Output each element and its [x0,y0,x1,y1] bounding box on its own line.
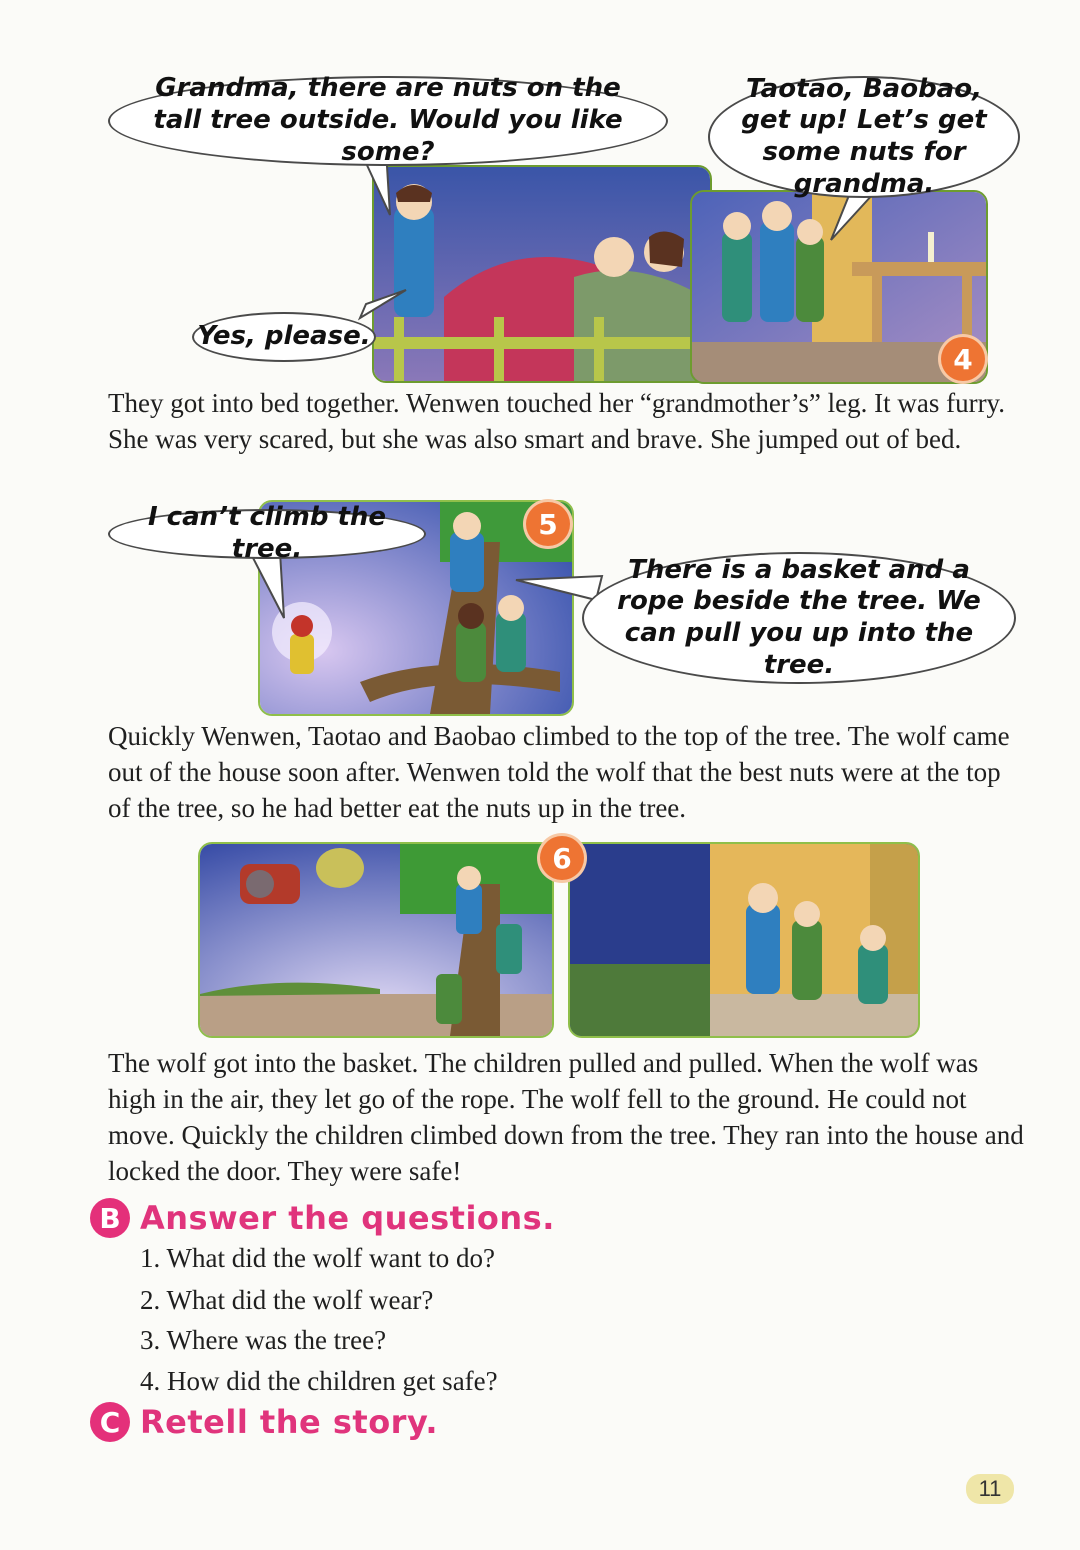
speech-bubble-yes-please [192,312,376,362]
bedroom-scene-illustration [374,167,710,381]
speech-bubble-nuts-offer [108,73,668,167]
story-paragraph: Quickly Wenwen, Taotao and Baobao climbed to the top of the tree. The wolf came out of the house soon after. Wenwen told the wolf that the best nuts were at the top of the tree, so he had better eat the nuts up in the tree. [108,721,1010,823]
speech-text: I can’t climb the tree. [147,502,387,564]
speech-bubble-cant-climb [108,502,426,564]
section-c-title: Retell the story. [140,1403,439,1441]
illustration-panel-4a [372,165,712,383]
question-item: 1. What did the wolf want to do? [140,1243,495,1273]
speech-text: Yes, please. [197,321,371,352]
speech-text: Grandma, there are nuts on the tall tree outside. Would you like some? [153,73,623,167]
question-item: 3. Where was the tree? [140,1325,387,1355]
speech-bubble-basket-rope [582,552,1016,684]
section-c-letter: C [90,1402,130,1442]
question-item: 2. What did the wolf wear? [140,1285,434,1315]
panel-number-badge-6: 6 [540,836,584,880]
speech-bubble-wake-up [708,73,1020,199]
wolf-falling-illustration [200,844,552,1036]
story-paragraph: The wolf got into the basket. The children pulled and pulled. When the wolf was high in the air, they let go of the rope. The wolf fell to the ground. He could not move. Quickly the children climbed down from the tree. They ran into the house and locked the door. They were safe! [108,1048,1024,1186]
speech-text: Taotao, Baobao, get up! Let’s get some nuts for grandma. [741,73,987,199]
illustration-panel-6b [568,842,920,1038]
question-item: 4. How did the children get safe? [140,1366,498,1396]
panel-number-badge-4: 4 [941,337,985,381]
page-number: 11 [966,1474,1014,1504]
section-b-heading [90,1198,555,1238]
speech-text: There is a basket and a rope beside the tree. We can pull you up into the tree. [617,554,981,680]
story-paragraph: They got into bed together. Wenwen touched her “grandmother’s” leg. It was furry. She was very scared, but she was also smart and brave. She jumped out of bed. [108,388,1006,454]
children-safe-illustration [570,844,918,1036]
section-c-heading [90,1402,438,1442]
section-b-title: Answer the questions. [140,1199,555,1237]
section-b-letter: B [90,1198,130,1238]
illustration-panel-6a [198,842,554,1038]
panel-number-badge-5: 5 [526,502,570,546]
